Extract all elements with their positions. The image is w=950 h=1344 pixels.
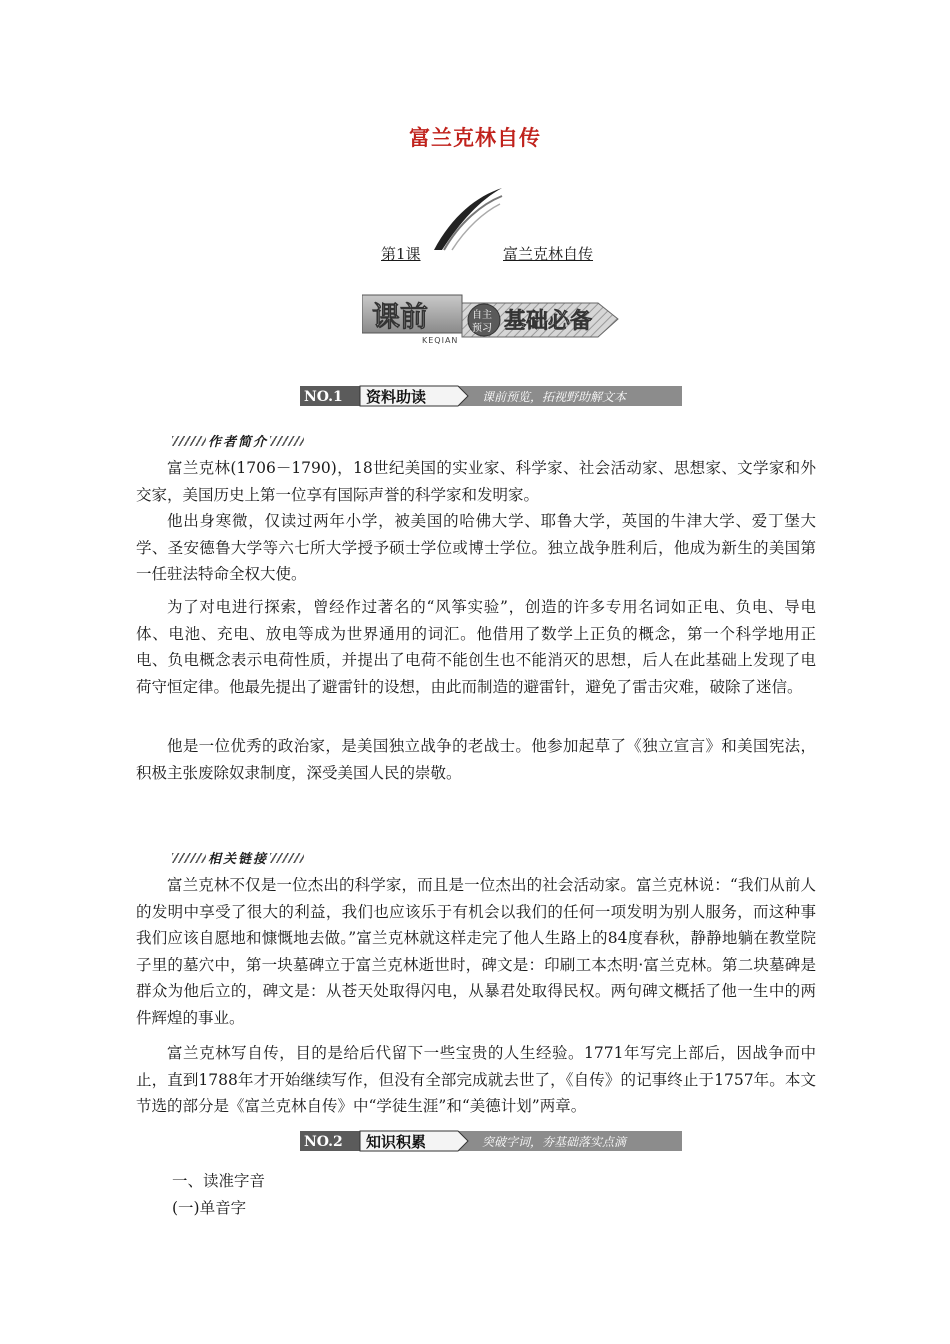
section-bar-no1 (300, 385, 682, 407)
lesson-name: 富兰克林自传 (503, 245, 594, 263)
author-paragraph-3: 为了对电进行探索，曾经作过著名的“风筝实验”，创造的许多专用名词如正电、负电、导电体、电池、充电、放电等成为世界通用的词汇。他借用了数学上正负的概念，第一个科学地用正电、负电概念表示电荷性质，并提出了电荷不能创生也不能消灭的思想，后人在此基础上发现了电荷守恒定律。他最先提出了避雷针的设想，由此而制造的避雷针，避免了雷击灾难，破除了迷信。 (136, 598, 816, 696)
page-title: 富兰克林自传 (409, 125, 541, 150)
banner-sub-bottom: 预习 (472, 323, 492, 334)
section2-desc: 突破字词，夯基础落实点滴 (482, 1135, 627, 1149)
section2-no: NO.2 (304, 1134, 343, 1150)
author-paragraph-1: 富兰克林(1706－1790)，18世纪美国的实业家、科学家、社会活动家、思想家、文学家和外交家，美国历史上第一位享有国际声誉的科学家和发明家。 (136, 459, 816, 504)
outline-item-2: (一)单音字 (172, 1199, 247, 1217)
banner-sub-top: 自主 (472, 310, 492, 321)
banner-pinyin: KEQIAN (422, 336, 459, 345)
author-paragraph-2: 他出身寒微，仅读过两年小学，被美国的哈佛大学、耶鲁大学，英国的牛津大学、爱丁堡大学、圣安德鲁大学等六七所大学授予硕士学位或博士学位。独立战争胜利后，他成为新生的美国第一任驻法特命全权大使。 (136, 512, 816, 583)
outline-item-1: 一、读准字音 (172, 1172, 266, 1190)
banner-main-text: 课前 (372, 300, 429, 333)
links-heading: 相关链接 (172, 848, 304, 864)
links-paragraph-1: 富兰克林不仅是一位杰出的科学家，而且是一位杰出的社会活动家。富兰克林说：“我们从前人的发明中享受了很大的利益，我们也应该乐于有机会以我们的任何一项发明为别人服务，而这种事我们应该自愿地和慷慨地去做。”富兰克林就这样走完了他人生路上的84度春秋，静静地躺在教堂院子里的墓穴中，第一块墓碑立于富兰克林逝世时，碑文是：印刷工本杰明·富兰克林。第二块墓碑是群众为他后立的，碑文是：从苍天处取得闪电，从暴君处取得民权。两句碑文概括了他一生中的两件辉煌的事业。 (136, 876, 816, 1027)
swoosh-decoration-icon (432, 186, 504, 252)
lesson-number: 第1课 (381, 245, 421, 263)
section1-desc: 课前预览，拓视野助解文本 (482, 390, 627, 404)
section-bar-no2 (300, 1130, 682, 1152)
section1-no: NO.1 (304, 389, 343, 405)
banner-rest-text: 基础必备 (504, 309, 593, 334)
author-paragraph-4: 他是一位优秀的政治家，是美国独立战争的老战士。他参加起草了《独立宣言》和美国宪法，积极主张废除奴隶制度，深受美国人民的崇敬。 (136, 737, 816, 782)
preclass-banner (362, 293, 620, 345)
section1-name: 资料助读 (366, 388, 427, 406)
section2-name: 知识积累 (366, 1133, 427, 1151)
author-heading: 作者简介 (172, 431, 304, 447)
links-paragraph-2: 富兰克林写自传，目的是给后代留下一些宝贵的人生经验。1771年写完上部后，因战争而中止，直到1788年才开始继续写作，但没有全部完成就去世了，《自传》的记事终止于1757年。本文节选的部分是《富兰克林自传》中“学徒生涯”和“美德计划”两章。 (136, 1044, 816, 1115)
